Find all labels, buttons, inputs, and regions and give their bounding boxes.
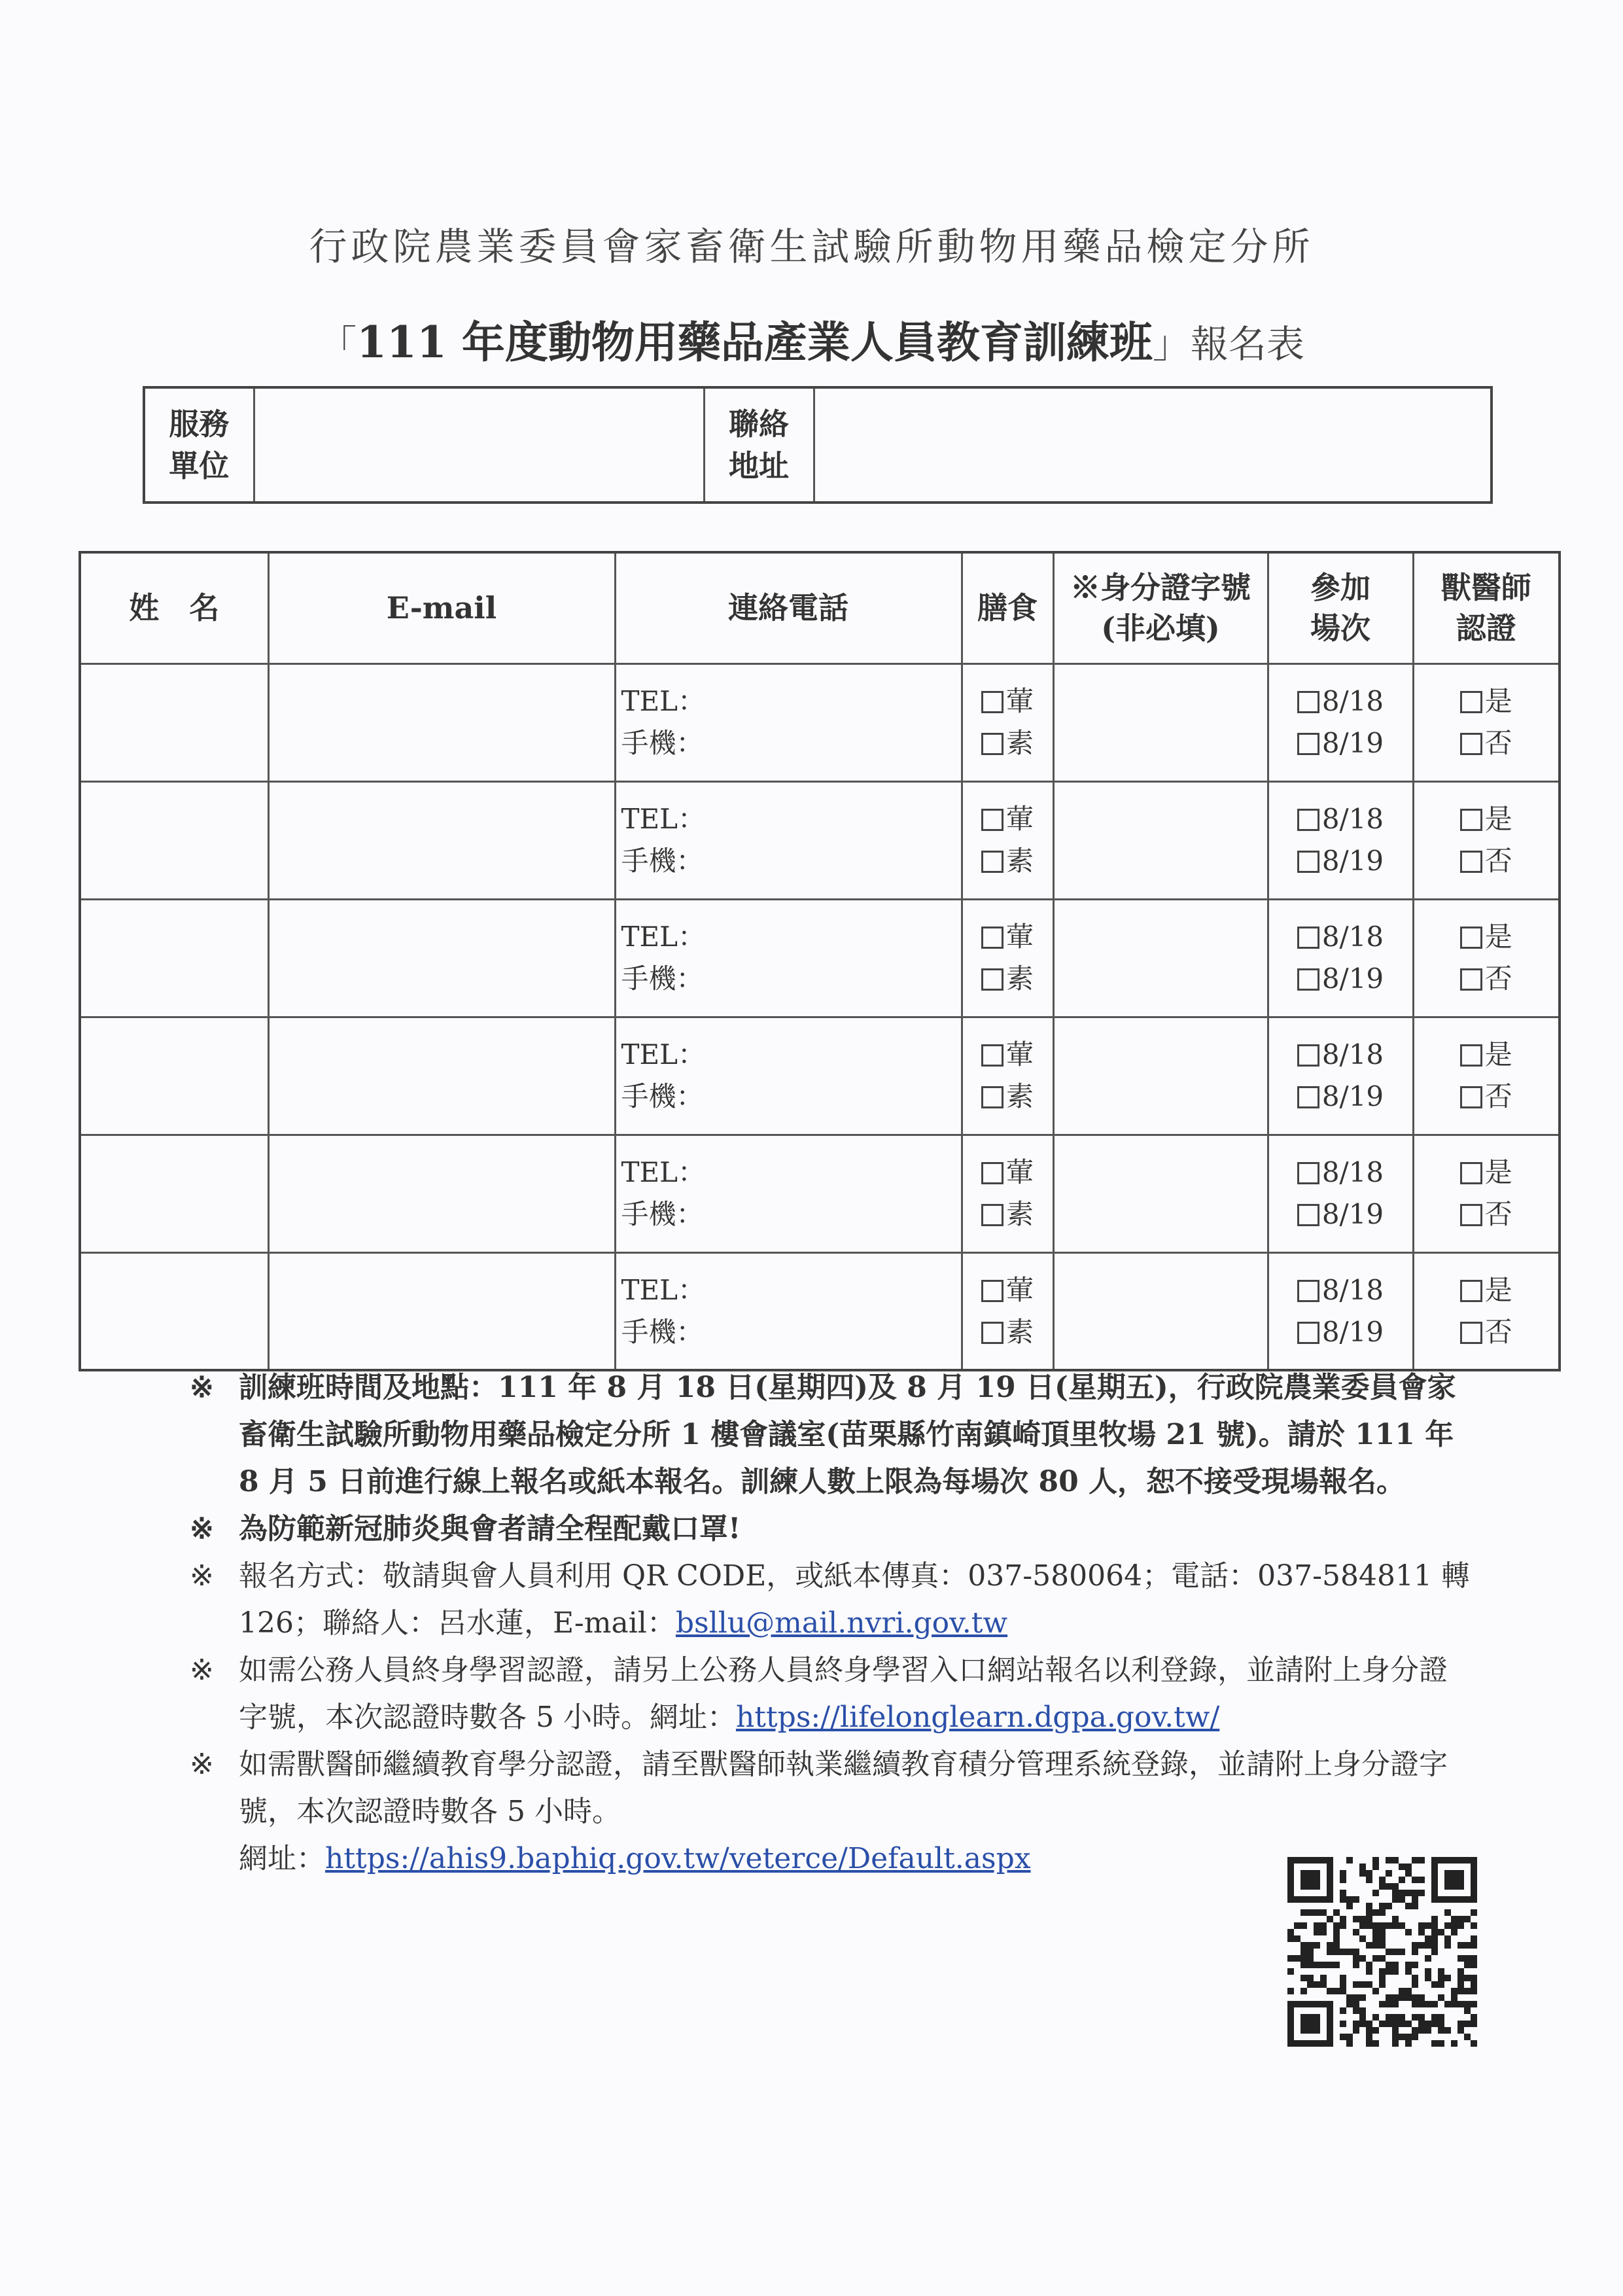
vet-yes-checkbox[interactable]: 是 [1414, 1269, 1559, 1311]
meal-options [962, 1252, 1053, 1370]
qr-code-icon[interactable] [1287, 1857, 1477, 2047]
mobile-label: 手機： [621, 963, 704, 995]
contact-email-link[interactable]: bsllu@mail.nvri.gov.tw [675, 1606, 1008, 1640]
phone-field[interactable] [615, 1252, 962, 1370]
session-0819-checkbox[interactable]: 8/19 [1269, 840, 1412, 882]
phone-field[interactable] [615, 781, 962, 899]
service-unit-field[interactable] [254, 387, 704, 503]
meal-meat-checkbox[interactable]: 葷 [963, 1269, 1053, 1311]
id-field[interactable] [1053, 899, 1268, 1017]
tel-label: TEL： [621, 685, 706, 717]
id-field[interactable] [1053, 781, 1268, 899]
table-row [80, 1252, 1560, 1370]
phone-field[interactable] [615, 1135, 962, 1252]
vet-no-checkbox[interactable]: 否 [1414, 840, 1559, 882]
meal-meat-checkbox[interactable]: 葷 [963, 798, 1053, 840]
phone-field[interactable] [615, 663, 962, 781]
form-title [0, 308, 1623, 370]
id-field[interactable] [1053, 1252, 1268, 1370]
note-vet-education: ※ 如需獸醫師繼續教育學分認證，請至獸醫師執業繼續教育積分管理系統登錄，並請附上身分證字號，本次認證時數各 5 小時。 網址：https://ahis9.baphiq.gov.tw/veterce/Default.aspx [190, 1748, 1448, 1875]
name-field[interactable] [80, 781, 268, 899]
header-session: 參加 場次 [1268, 552, 1413, 663]
vet-yes-checkbox[interactable]: 是 [1414, 1152, 1559, 1193]
email-field[interactable] [268, 1017, 615, 1135]
phone-field[interactable] [615, 1017, 962, 1135]
address-label: 聯絡地址 [704, 387, 814, 503]
mobile-label: 手機： [621, 1080, 704, 1112]
meal-options [962, 899, 1053, 1017]
meal-veg-checkbox[interactable]: 素 [963, 722, 1053, 764]
session-0819-checkbox[interactable]: 8/19 [1269, 1193, 1412, 1235]
header-vet: 獸醫師 認證 [1413, 552, 1560, 663]
mobile-label: 手機： [621, 727, 704, 759]
unit-table [143, 386, 1493, 504]
table-row [80, 899, 1560, 1017]
tel-label: TEL： [621, 1038, 706, 1070]
vet-yes-checkbox[interactable]: 是 [1414, 916, 1559, 958]
table-row [80, 781, 1560, 899]
tel-label: TEL： [621, 1273, 706, 1306]
vet-yes-checkbox[interactable]: 是 [1414, 680, 1559, 722]
tel-label: TEL： [621, 1156, 706, 1188]
meal-veg-checkbox[interactable]: 素 [963, 840, 1053, 882]
session-options [1268, 899, 1413, 1017]
address-field[interactable] [814, 387, 1492, 503]
id-field[interactable] [1053, 663, 1268, 781]
vet-options [1413, 1252, 1560, 1370]
lifelong-learning-link[interactable]: https://lifelonglearn.dgpa.gov.tw/ [735, 1701, 1220, 1734]
meal-veg-checkbox[interactable]: 素 [963, 1193, 1053, 1235]
vet-education-link[interactable]: https://ahis9.baphiq.gov.tw/veterce/Default.aspx [325, 1842, 1031, 1875]
header-id: ※身分證字號 (非必填) [1053, 552, 1268, 663]
session-options [1268, 781, 1413, 899]
meal-veg-checkbox[interactable]: 素 [963, 958, 1053, 1000]
session-options [1268, 1017, 1413, 1135]
vet-no-checkbox[interactable]: 否 [1414, 1193, 1559, 1235]
email-field[interactable] [268, 1135, 615, 1252]
note-civil-service: ※ 如需公務人員終身學習認證，請另上公務人員終身學習入口網站報名以利登錄，並請附上身分證字號，本次認證時數各 5 小時。網址：https://lifelonglearn.dgpa.gov.tw/ [190, 1653, 1448, 1734]
session-0818-checkbox[interactable]: 8/18 [1269, 1269, 1412, 1311]
header-phone: 連絡電話 [615, 552, 962, 663]
registration-table [79, 551, 1561, 1371]
meal-meat-checkbox[interactable]: 葷 [963, 1152, 1053, 1193]
session-options [1268, 663, 1413, 781]
vet-no-checkbox[interactable]: 否 [1414, 1076, 1559, 1118]
email-field[interactable] [268, 1252, 615, 1370]
meal-meat-checkbox[interactable]: 葷 [963, 1034, 1053, 1076]
table-row [80, 1017, 1560, 1135]
notes-section [190, 1364, 1472, 1882]
name-field[interactable] [80, 1017, 268, 1135]
email-field[interactable] [268, 663, 615, 781]
header-name: 姓 名 [80, 552, 268, 663]
vet-options [1413, 781, 1560, 899]
session-0819-checkbox[interactable]: 8/19 [1269, 1076, 1412, 1118]
note-schedule: ※ 訓練班時間及地點：111 年 8 月 18 日(星期四)及 8 月 19 日(星期五)，行政院農業委員會家畜衛生試驗所動物用藥品檢定分所 1 樓會議室(苗栗縣竹南鎮崎頂里牧場 21 號)。請於 111 年 8 月 5 日前進行線上報名或紙本報名。訓練人數上限為每場次 80 人，恕不接受現場報名。 [190, 1371, 1456, 1498]
meal-meat-checkbox[interactable]: 葷 [963, 916, 1053, 958]
vet-no-checkbox[interactable]: 否 [1414, 1311, 1559, 1353]
session-0819-checkbox[interactable]: 8/19 [1269, 722, 1412, 764]
note-registration: ※ 報名方式：敬請與會人員利用 QR CODE，或紙本傳真：037-580064；電話：037-584811 轉 126；聯絡人：呂水蓮，E-mail：bsllu@mail.nvri.gov.tw [190, 1559, 1470, 1640]
email-field[interactable] [268, 781, 615, 899]
organization-name: 行政院農業委員會家畜衛生試驗所動物用藥品檢定分所 [309, 224, 1314, 269]
session-0818-checkbox[interactable]: 8/18 [1269, 1152, 1412, 1193]
title-open-bracket: 「 [319, 322, 357, 366]
header-meal: 膳食 [962, 552, 1053, 663]
name-field[interactable] [80, 1252, 268, 1370]
tel-label: TEL： [621, 803, 706, 835]
meal-veg-checkbox[interactable]: 素 [963, 1311, 1053, 1353]
vet-options [1413, 663, 1560, 781]
mobile-label: 手機： [621, 1315, 704, 1348]
name-field[interactable] [80, 1135, 268, 1252]
tel-label: TEL： [621, 921, 706, 953]
name-field[interactable] [80, 663, 268, 781]
vet-options [1413, 899, 1560, 1017]
email-field[interactable] [268, 899, 615, 1017]
session-0818-checkbox[interactable]: 8/18 [1269, 798, 1412, 840]
title-main: 111 年度動物用藥品產業人員教育訓練班 [357, 317, 1153, 368]
meal-options [962, 663, 1053, 781]
vet-no-checkbox[interactable]: 否 [1414, 722, 1559, 764]
session-0818-checkbox[interactable]: 8/18 [1269, 1034, 1412, 1076]
vet-no-checkbox[interactable]: 否 [1414, 958, 1559, 1000]
mobile-label: 手機： [621, 845, 704, 877]
title-close-bracket: 」 [1152, 322, 1191, 366]
name-field[interactable] [80, 899, 268, 1017]
meal-veg-checkbox[interactable]: 素 [963, 1076, 1053, 1118]
id-field[interactable] [1053, 1135, 1268, 1252]
vet-options [1413, 1135, 1560, 1252]
phone-field[interactable] [615, 899, 962, 1017]
vet-yes-checkbox[interactable]: 是 [1414, 798, 1559, 840]
session-0818-checkbox[interactable]: 8/18 [1269, 680, 1412, 722]
session-0819-checkbox[interactable]: 8/19 [1269, 1311, 1412, 1353]
table-row [80, 663, 1560, 781]
session-options [1268, 1252, 1413, 1370]
vet-yes-checkbox[interactable]: 是 [1414, 1034, 1559, 1076]
meal-options [962, 1135, 1053, 1252]
table-row [80, 1135, 1560, 1252]
mobile-label: 手機： [621, 1198, 704, 1230]
header-email: E-mail [268, 552, 615, 663]
id-field[interactable] [1053, 1017, 1268, 1135]
session-0818-checkbox[interactable]: 8/18 [1269, 916, 1412, 958]
service-unit-label: 服務單位 [144, 387, 254, 503]
meal-options [962, 781, 1053, 899]
vet-options [1413, 1017, 1560, 1135]
meal-options [962, 1017, 1053, 1135]
note-mask: ※ 為防範新冠肺炎與會者請全程配戴口罩! [190, 1512, 741, 1545]
session-options [1268, 1135, 1413, 1252]
title-suffix: 報名表 [1190, 322, 1304, 366]
session-0819-checkbox[interactable]: 8/19 [1269, 958, 1412, 1000]
meal-meat-checkbox[interactable]: 葷 [963, 680, 1053, 722]
